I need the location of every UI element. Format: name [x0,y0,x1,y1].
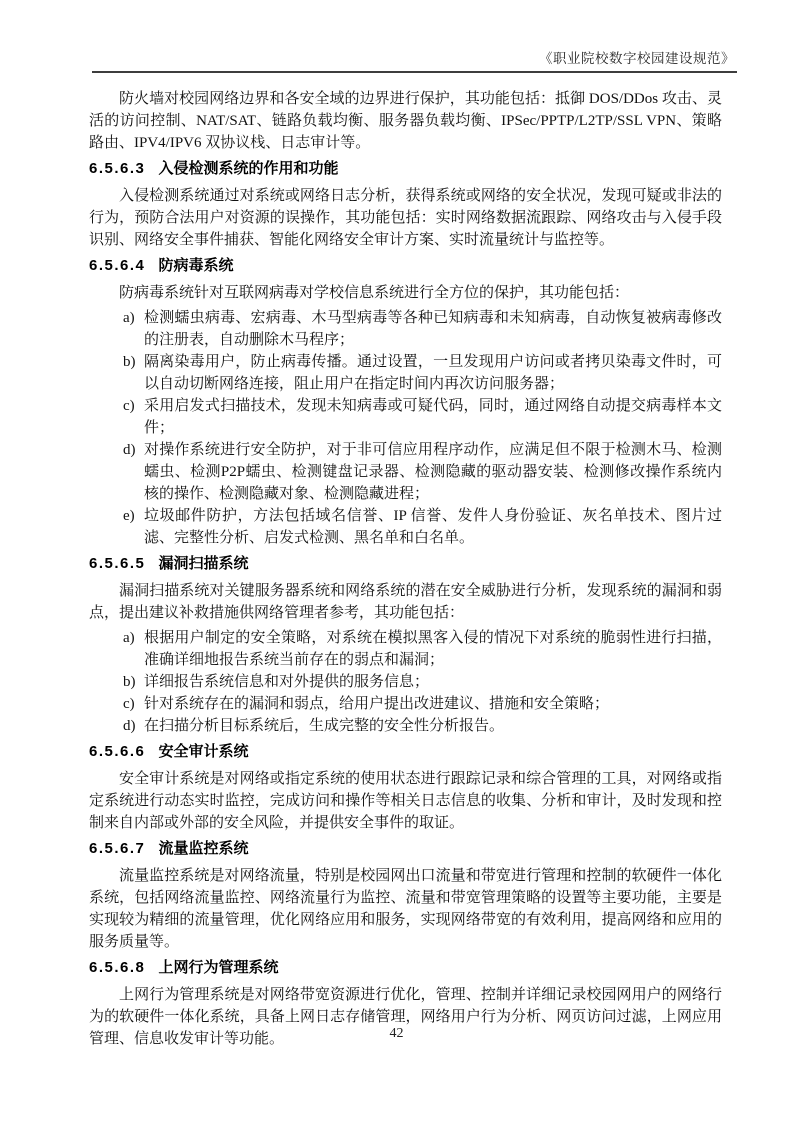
list-item [89,671,722,693]
list-item [89,351,722,395]
list-item-text: 隔离染毒用户，防止病毒传播。通过设置，一旦发现用户访问或者拷贝染毒文件时，可以自动切断网络连接，阻止用户在指定时间内再次访问服务器； [144,354,722,392]
section-title: 流量监控系统 [158,840,249,857]
list-item [89,627,722,671]
section-number: 6.5.6.6 [89,743,146,760]
list-item-text: 对操作系统进行安全防护，对于非可信应用程序动作，应满足但不限于检测木马、检测蠕虫、检测P2P蠕虫、检测键盘记录器、检测隐藏的驱动器安装、检测修改操作系统内核的操作、检测隐藏对象、检测隐藏进程； [144,442,722,502]
page-header [90,47,735,67]
page-footer [0,1026,793,1042]
list-item-label: c) [123,398,135,414]
list-item-text: 在扫描分析目标系统后，生成完整的安全性分析报告。 [144,718,505,734]
section-heading-6-5-6-4 [89,256,722,275]
list-item [89,715,722,737]
list-item [89,307,722,351]
item-list [89,627,722,737]
document-content [89,88,722,1050]
list-item-label: c) [123,696,135,712]
section-paragraph: 流量监控系统是对网络流量，特别是校园网出口流量和带宽进行管理和控制的软硬件一体化系统，包括网络流量监控、网络流量行为监控、流量和带宽管理策略的设置等主要功能，主要是实现较为精细的流量管理，优化网络应用和服务，实现网络带宽的有效利用，提高网络和应用的服务质量等。 [89,868,722,950]
section-title: 入侵检测系统的作用和功能 [158,160,339,177]
list-item-label: d) [123,442,136,458]
list-item-label: a) [123,310,135,326]
section-number: 6.5.6.7 [89,840,146,857]
item-list [89,307,722,549]
section-paragraph: 入侵检测系统通过对系统或网络日志分析，获得系统或网络的安全状况，发现可疑或非法的行为，预防合法用户对资源的误操作，其功能包括：实时网络数据流跟踪、网络攻击与入侵手段识别、网络安全事件捕获、智能化网络安全审计方案、实时流量统计与监控等。 [89,188,722,248]
list-item-text: 检测蠕虫病毒、宏病毒、木马型病毒等各种已知病毒和未知病毒，自动恢复被病毒修改的注册表，自动删除木马程序； [144,310,722,348]
section-paragraph: 上网行为管理系统是对网络带宽资源进行优化，管理、控制并详细记录校园网用户的网络行为的软硬件一体化系统，具备上网日志存储管理，网络用户行为分析、网页访问过滤，上网应用管理、信息收发审计等功能。 [89,987,722,1047]
section-title: 防病毒系统 [158,257,234,274]
page-number: 42 [389,1026,404,1041]
document-title: 《职业院校数字校园建设规范》 [539,51,735,66]
header-rule [92,71,737,73]
intro-paragraph: 防火墙对校园网络边界和各安全域的边界进行保护，其功能包括：抵御 DOS/DDos 攻击、灵活的访问控制、NAT/SAT、链路负载均衡、服务器负载均衡、IPSec/PPTP/L2TP/SSL VPN、策略路由、IPV4/IPV6 双协议栈、日志审计等。 [89,91,722,151]
list-item-text: 采用启发式扫描技术，发现未知病毒或可疑代码，同时，通过网络自动提交病毒样本文件； [144,398,722,436]
section-paragraph: 漏洞扫描系统对关键服务器系统和网络系统的潜在安全威胁进行分析，发现系统的漏洞和弱点，提出建议补救措施供网络管理者参考，其功能包括： [89,583,722,621]
list-item-text: 针对系统存在的漏洞和弱点，给用户提出改进建议、措施和安全策略； [144,696,610,712]
section-title: 上网行为管理系统 [158,959,279,976]
section-heading-6-5-6-3 [89,159,722,178]
list-item-label: b) [123,674,136,690]
list-item-text: 垃圾邮件防护，方法包括域名信誉、IP 信誉、发件人身份验证、灰名单技术、图片过滤、完整性分析、启发式检测、黑名单和白名单。 [144,508,722,546]
section-paragraph: 安全审计系统是对网络或指定系统的使用状态进行跟踪记录和综合管理的工具，对网络或指定系统进行动态实时监控，完成访问和操作等相关日志信息的收集、分析和审计，及时发现和控制来自内部或外部的安全风险，并提供安全事件的取证。 [89,771,722,831]
section-heading-6-5-6-5 [89,554,722,573]
section-number: 6.5.6.3 [89,160,146,177]
section-heading-6-5-6-8 [89,958,722,977]
list-item [89,395,722,439]
section-number: 6.5.6.8 [89,959,146,976]
list-item-label: b) [123,354,136,370]
section-heading-6-5-6-6 [89,742,722,761]
section-title: 漏洞扫描系统 [158,555,249,572]
section-number: 6.5.6.4 [89,257,146,274]
list-item-label: a) [123,630,135,646]
section-paragraph: 防病毒系统针对互联网病毒对学校信息系统进行全方位的保护，其功能包括： [119,285,630,301]
section-title: 安全审计系统 [158,743,249,760]
section-heading-6-5-6-7 [89,839,722,858]
list-item-text: 根据用户制定的安全策略，对系统在模拟黑客入侵的情况下对系统的脆弱性进行扫描，准确详细地报告系统当前存在的弱点和漏洞； [144,630,722,668]
list-item-label: e) [123,508,135,524]
list-item [89,439,722,505]
list-item [89,693,722,715]
list-item-text: 详细报告系统信息和对外提供的服务信息； [144,674,430,690]
list-item [89,505,722,549]
section-number: 6.5.6.5 [89,555,146,572]
list-item-label: d) [123,718,136,734]
